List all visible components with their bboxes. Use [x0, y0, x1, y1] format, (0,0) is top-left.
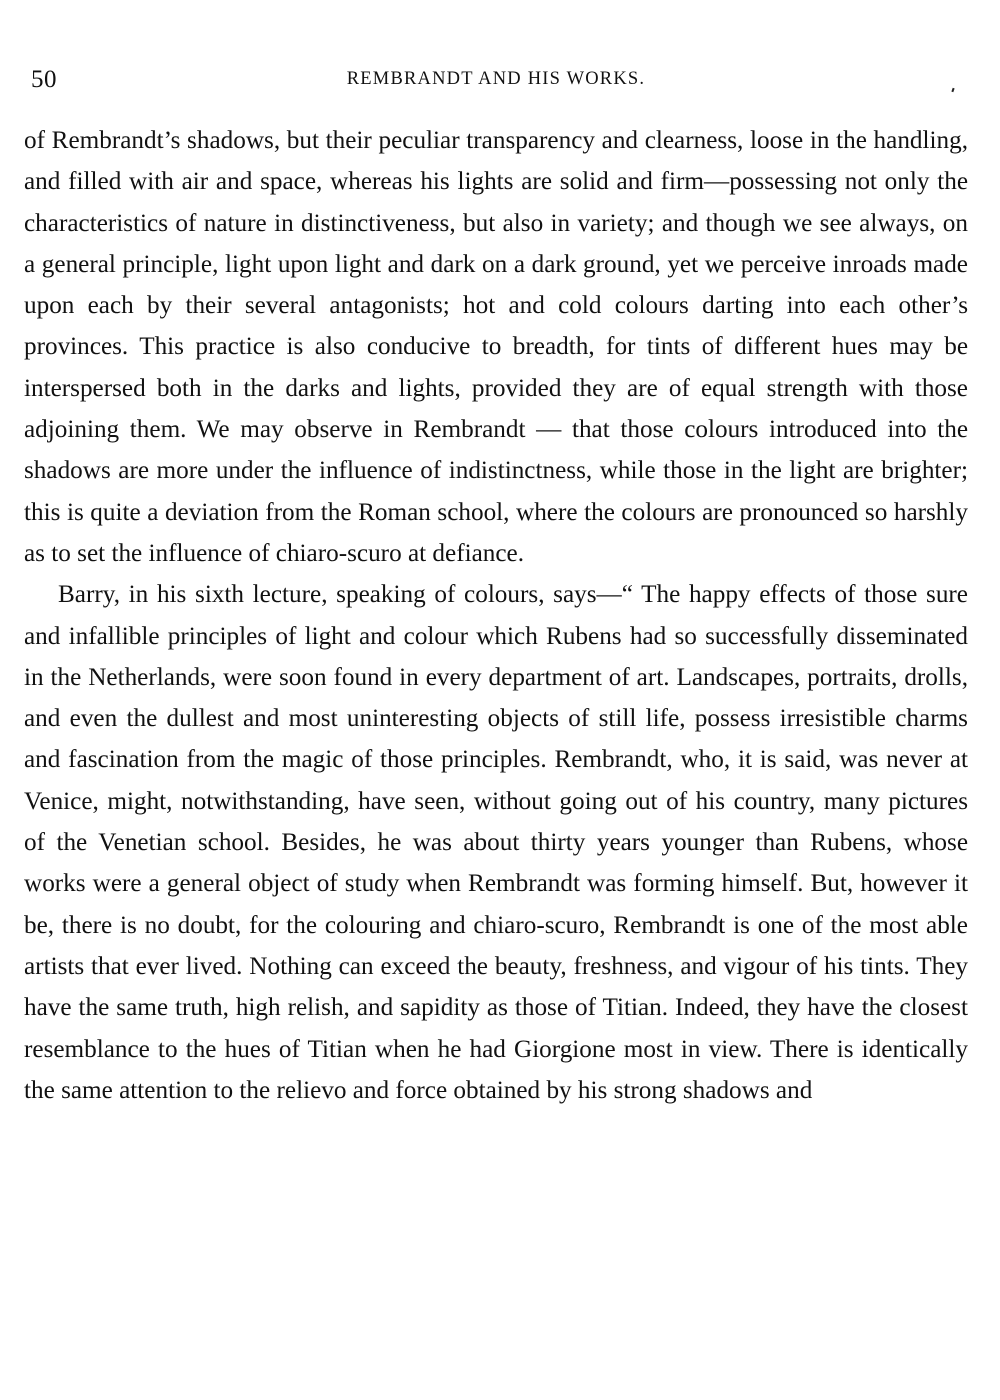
- paragraph-barry-quote: Barry, in his sixth lecture, speaking of colours, says—“ The happy effects of those sure and infallible principles of light and colour which Rubens had so successfully disseminated in the Netherlands, were soon found in every department of art. Landscapes, portraits, drolls, and even the dullest and most uninteresting objects of still life, possess irresistible charms and fascination from the magic of those principles. Rembrandt, who, it is said, was never at Venice, might, notwithstanding, have seen, without going out of his country, many pictures of the Venetian school. Besides, he was about thirty years younger than Rubens, whose works were a general object of study when Rembrandt was forming himself. But, however it be, there is no doubt, for the colouring and chiaro-scuro, Rembrandt is one of the most able artists that ever lived. Nothing can exceed the beauty, freshness, and vigour of his tints. They have the same truth, high relish, and sapidity as those of Titian. Indeed, they have the closest resemblance to the hues of Titian when he had Giorgione most in view. There is identically the same attention to the relievo and force obtained by his strong shadows and: [24, 581, 968, 1104]
- running-head: [24, 66, 968, 98]
- book-page: [24, 0, 968, 1400]
- stray-ink-mark: [951, 88, 954, 92]
- running-title: REMBRANDT AND HIS WORKS.: [346, 69, 646, 89]
- page-number: 50: [31, 66, 57, 93]
- body-text: [24, 120, 968, 1111]
- paragraph-continuation: of Rembrandt’s shadows, but their peculiar transparency and clearness, loose in the handling, and filled with air and space, whereas his lights are solid and firm—possessing not only the characteristics of nature in distinctiveness, but also in variety; and though we see always, on a general principle, light upon light and dark on a dark ground, yet we perceive inroads made upon each by their several antagonists; hot and cold colours darting into each other’s provinces. This practice is also conducive to breadth, for tints of different hues may be interspersed both in the darks and lights, provided they are of equal strength with those adjoining them. We may observe in Rembrandt — that those colours introduced into the shadows are more under the influence of indistinctness, while those in the light are brighter; this is quite a deviation from the Roman school, where the colours are pronounced so harshly as to set the influence of chiaro-scuro at defiance.: [24, 127, 968, 567]
